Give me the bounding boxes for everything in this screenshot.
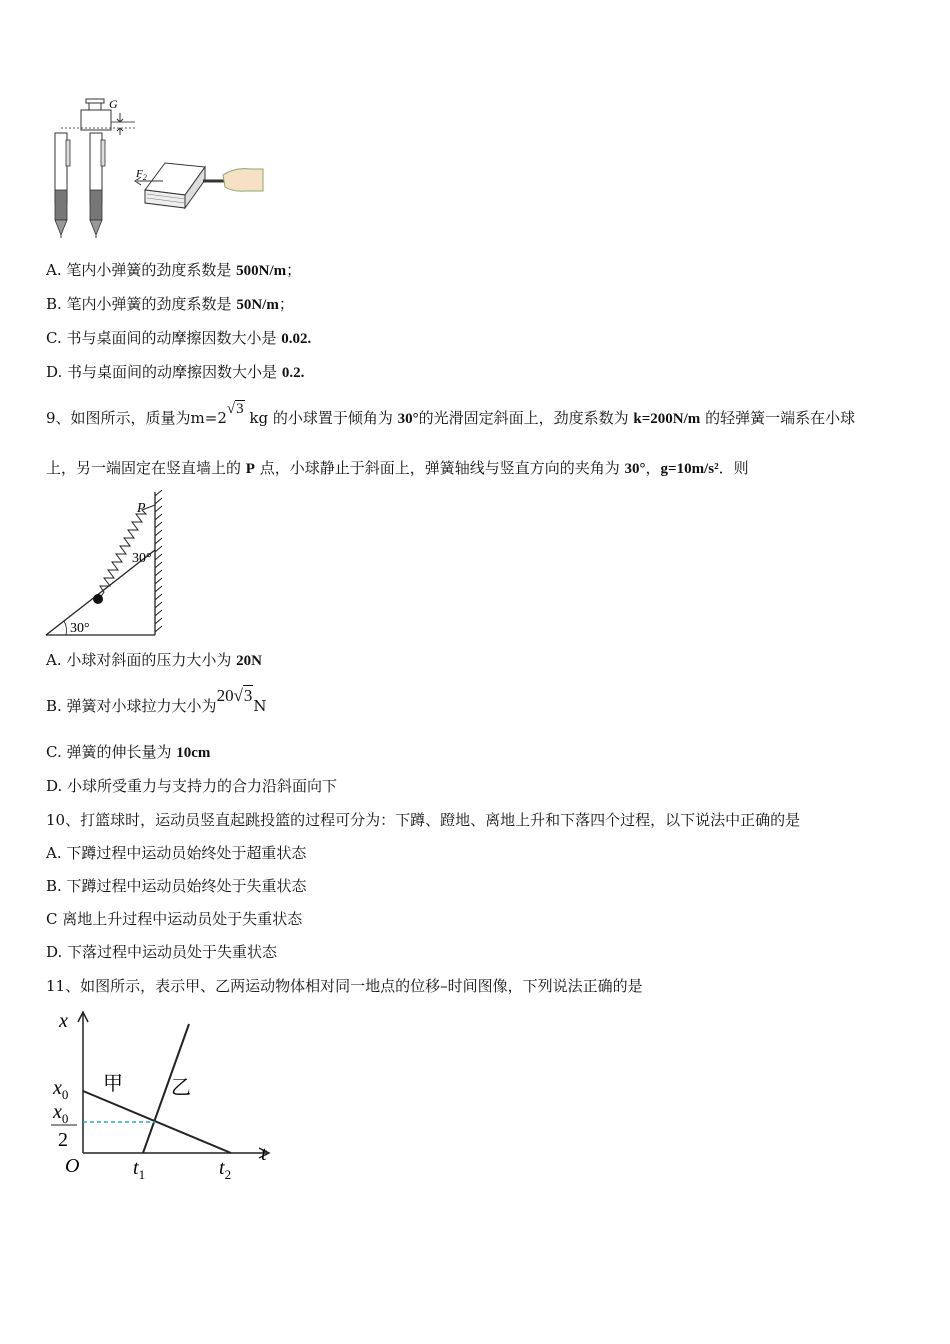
q9-stem-line2: 上，另一端固定在竖直墙上的 P 点，小球静止于斜面上，弹簧轴线与竖直方向的夹角为 30°，g=10m/s²．则 (46, 459, 749, 477)
q9-option-d: D. 小球所受重力与支持力的合力沿斜面向下 (46, 777, 338, 795)
q8-option-b: B. 笔内小弹簧的劲度系数是 50N/m； (46, 295, 294, 313)
incline-spring-figure (42, 490, 172, 640)
label-P: P (137, 501, 146, 516)
label-F2: $F_2$ (136, 168, 147, 182)
axis-x-label: x (59, 1010, 68, 1032)
q9-stem-line1: 9、如图所示，质量为m=2√3 kg 的小球置于倾角为 30°的光滑固定斜面上，劲度系数为 k=200N/m 的轻弹簧一端系在小球 (46, 401, 856, 427)
q8-option-c: C. 书与桌面间的动摩擦因数大小是 0.02. (46, 329, 312, 347)
q10-stem: 10、打篮球时，运动员竖直起跳投篮的过程可分为：下蹲、蹬地、离地上升和下落四个过程，以下说法中正确的是 (46, 811, 801, 829)
t1-label: $t_1$ (133, 1157, 146, 1182)
q9-option-a: A. 小球对斜面的压力大小为 20N (46, 651, 262, 669)
x0-label: $x_0$ (53, 1077, 69, 1102)
origin-label: O (65, 1155, 80, 1177)
book (145, 163, 205, 208)
label-jia: 甲 (103, 1071, 123, 1095)
hand (223, 169, 263, 192)
label-G: G (109, 97, 118, 111)
left-pen (55, 133, 70, 238)
xt-graph (45, 1008, 285, 1183)
ball (93, 594, 103, 604)
half-x0-den: 2 (58, 1129, 68, 1151)
right-pen (81, 99, 111, 238)
axis-t-label: t (261, 1143, 267, 1165)
q8-option-d: D. 书与桌面间的动摩擦因数大小是 0.2. (46, 363, 305, 381)
q10-option-d: D. 下落过程中运动员处于失重状态 (46, 943, 278, 961)
q9-option-b: B. 弹簧对小球拉力大小为20√3N (46, 686, 267, 715)
t2-label: $t_2$ (219, 1157, 232, 1182)
label-angle-top: 30° (132, 551, 152, 566)
label-yi: 乙 (171, 1075, 191, 1099)
half-x0-num: $x_0$ (53, 1101, 69, 1126)
q10-option-c: C 离地上升过程中运动员处于失重状态 (46, 910, 303, 928)
q11-stem: 11、如图所示，表示甲、乙两运动物体相对同一地点的位移–时间图像，下列说法正确的是 (46, 977, 643, 995)
q9-option-c: C. 弹簧的伸长量为 10cm (46, 743, 211, 761)
label-angle-bottom: 30° (70, 621, 90, 636)
q10-option-a: A. 下蹲过程中运动员始终处于超重状态 (46, 844, 307, 862)
q10-option-b: B. 下蹲过程中运动员始终处于失重状态 (46, 877, 307, 895)
pen-book-figure (45, 95, 285, 245)
q8-option-a: A. 笔内小弹簧的劲度系数是 500N/m； (46, 261, 302, 279)
